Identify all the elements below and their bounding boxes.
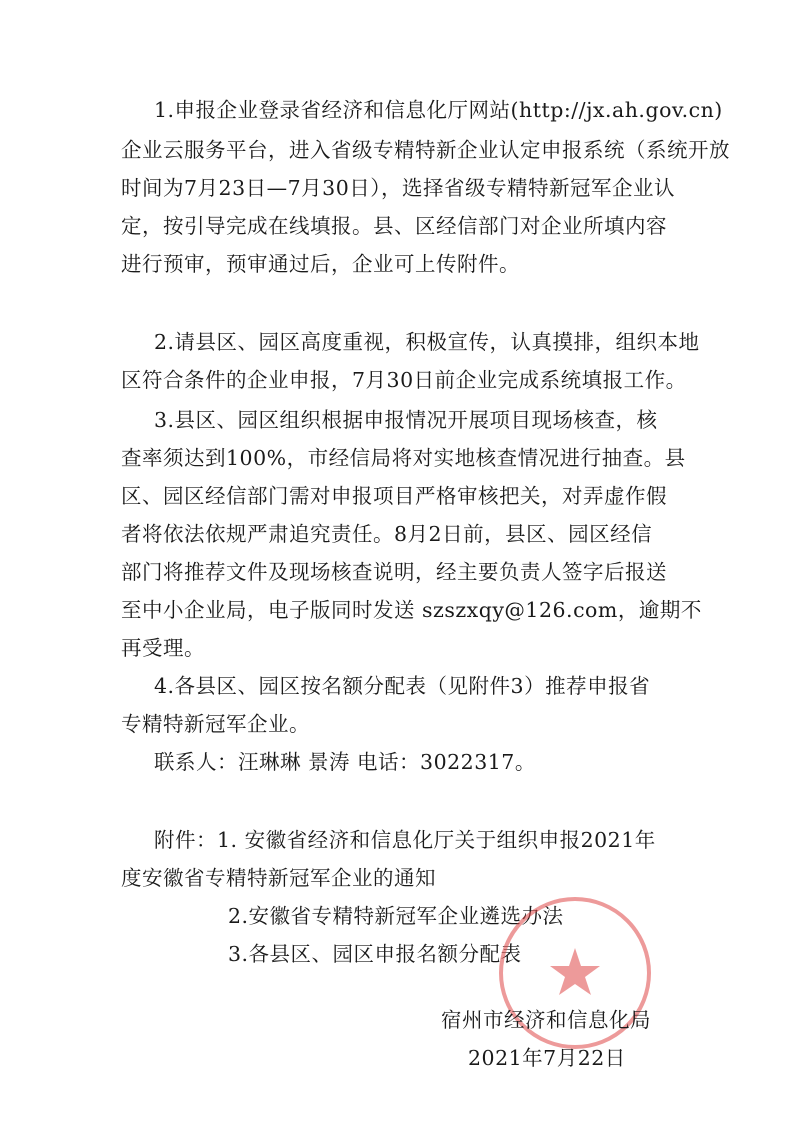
body-text-line: 时间为7月23日—7月30日），选择省级专精特新冠军企业认	[121, 176, 676, 200]
body-text-line: 定，按引导完成在线填报。县、区经信部门对企业所填内容	[121, 214, 667, 238]
contact-line: 联系人：汪琳琳 景涛 电话：3022317。	[154, 750, 536, 774]
body-text-line: 企业云服务平台，进入省级专精特新企业认定申报系统（系统开放	[121, 138, 730, 162]
body-text-line: 区、园区经信部门需对申报项目严格审核把关，对弄虚作假	[121, 484, 667, 508]
attachment-line: 2.安徽省专精特新冠军企业遴选办法	[228, 904, 564, 928]
body-text-line: 再受理。	[121, 636, 205, 660]
body-text-line: 3.县区、园区组织根据申报情况开展项目现场核查，核	[154, 408, 658, 432]
body-text-line: 进行预审，预审通过后，企业可上传附件。	[121, 252, 520, 276]
body-text-line: 查率须达到100%，市经信局将对实地核查情况进行抽查。县	[121, 446, 686, 470]
issue-date: 2021年7月22日	[468, 1046, 626, 1070]
attachment-line: 度安徽省专精特新冠军企业的通知	[121, 866, 436, 890]
body-text-line: 部门将推荐文件及现场核查说明，经主要负责人签字后报送	[121, 560, 667, 584]
body-text-line: 2.请县区、园区高度重视，积极宣传，认真摸排，组织本地	[154, 330, 700, 354]
body-text-line: 专精特新冠军企业。	[121, 712, 310, 736]
body-text-line: 至中小企业局，电子版同时发送 szszxqy@126.com，逾期不	[121, 598, 702, 622]
attachment-line: 附件：1. 安徽省经济和信息化厅关于组织申报2021年	[154, 828, 656, 852]
body-text-line: 区符合条件的企业申报，7月30日前企业完成系统填报工作。	[121, 368, 687, 392]
issuer-name: 宿州市经济和信息化局	[441, 1008, 651, 1032]
attachment-line: 3.各县区、园区申报名额分配表	[228, 942, 522, 966]
body-text-line: 者将依法依规严肃追究责任。8月2日前，县区、园区经信	[121, 522, 653, 546]
body-text-line: 1.申报企业登录省经济和信息化厅网站(http://jx.ah.gov.cn)	[154, 98, 723, 122]
body-text-line: 4.各县区、园区按名额分配表（见附件3）推荐申报省	[154, 674, 651, 698]
